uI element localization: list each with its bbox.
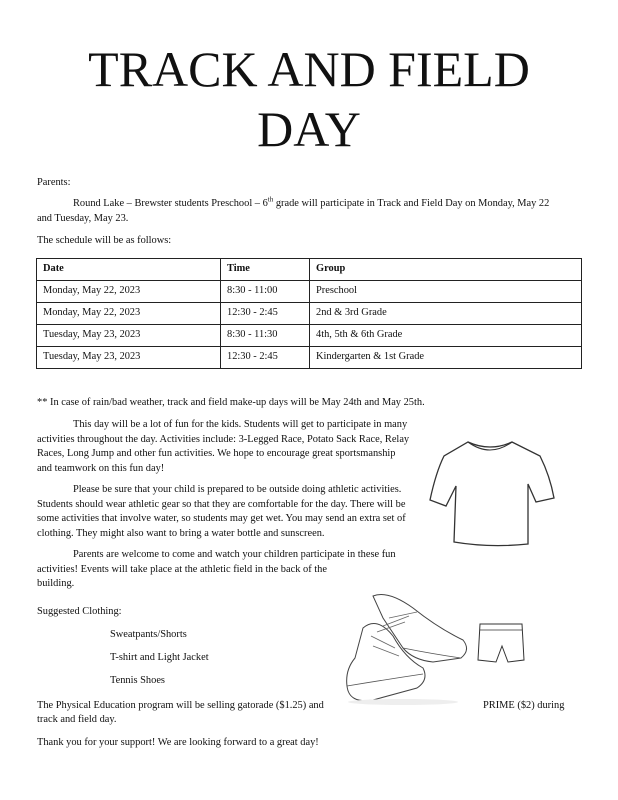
intro-superscript: th — [267, 195, 274, 204]
cell-date: Monday, May 22, 2023 — [37, 303, 221, 325]
cell-group: Kindergarten & 1st Grade — [310, 347, 582, 369]
clothing-item: Tennis Shoes — [110, 675, 165, 686]
title-line-2: DAY — [257, 101, 361, 157]
cell-time: 12:30 - 2:45 — [221, 347, 310, 369]
cell-time: 8:30 - 11:30 — [221, 325, 310, 347]
cell-date: Monday, May 22, 2023 — [37, 281, 221, 303]
pe-line-2: track and field day. — [37, 714, 117, 725]
sneakers-illustration — [343, 588, 473, 706]
salutation: Parents: — [37, 177, 71, 188]
cell-date: Tuesday, May 23, 2023 — [37, 347, 221, 369]
welcome-line-2: activities! Events will take place at the athletic field in the back of the — [37, 564, 327, 575]
activities-paragraph: This day will be a lot of fun for the kids. Students will get to participate in many activities throughout the day. Activities include: 3-Legged Race, Potato Sack Race, Relay Races, Long Jump and other fun activities. We hope to encourage great sportsmanship and teamwork on this fun day! — [37, 419, 410, 474]
preparation-paragraph: Please be sure that your child is prepared to be outside doing athletic activities. Students should wear athletic gear so that they are comfortable for the day. There will be some activities that involve water, so students may get wet. You may send an extra set of clothing. They might also want to bring a water bottle and sunscreen. — [37, 484, 406, 539]
table-row — [37, 347, 582, 369]
title-line-1: TRACK AND FIELD — [88, 41, 530, 97]
table-row — [37, 325, 582, 347]
intro-text: Round Lake – Brewster students Preschool – 6 — [73, 198, 268, 209]
clothing-item: T-shirt and Light Jacket — [110, 652, 209, 663]
pe-line-1: The Physical Education program will be selling gatorade ($1.25) and — [37, 700, 324, 711]
schedule-table — [36, 258, 582, 369]
shorts-illustration — [476, 620, 526, 670]
closing: Thank you for your support! We are looking forward to a great day! — [37, 737, 319, 748]
schedule-intro: The schedule will be as follows: — [37, 235, 172, 246]
clothing-heading: Suggested Clothing: — [37, 606, 122, 617]
cell-group: Preschool — [310, 281, 582, 303]
cell-group: 4th, 5th & 6th Grade — [310, 325, 582, 347]
cell-time: 8:30 - 11:00 — [221, 281, 310, 303]
header-time: Time — [221, 259, 310, 281]
pe-prime: PRIME ($2) during — [483, 700, 565, 711]
rain-note: ** In case of rain/bad weather, track and field make-up days will be May 24th and May 25th. — [37, 397, 425, 408]
cell-time: 12:30 - 2:45 — [221, 303, 310, 325]
table-row — [37, 303, 582, 325]
header-date: Date — [37, 259, 221, 281]
cell-group: 2nd & 3rd Grade — [310, 303, 582, 325]
table-row — [37, 281, 582, 303]
tshirt-illustration — [428, 436, 558, 548]
intro-text-rest: grade will participate in Track and Field Day on Monday, May 22 and Tuesday, May 23. — [37, 198, 550, 224]
cell-date: Tuesday, May 23, 2023 — [37, 325, 221, 347]
welcome-line-1: Parents are welcome to come and watch your children participate in these fun — [73, 549, 396, 560]
intro-paragraph — [37, 197, 557, 226]
clothing-item: Sweatpants/Shorts — [110, 629, 187, 640]
welcome-line-3: building. — [37, 578, 75, 589]
header-group: Group — [310, 259, 582, 281]
table-header-row — [37, 259, 582, 281]
